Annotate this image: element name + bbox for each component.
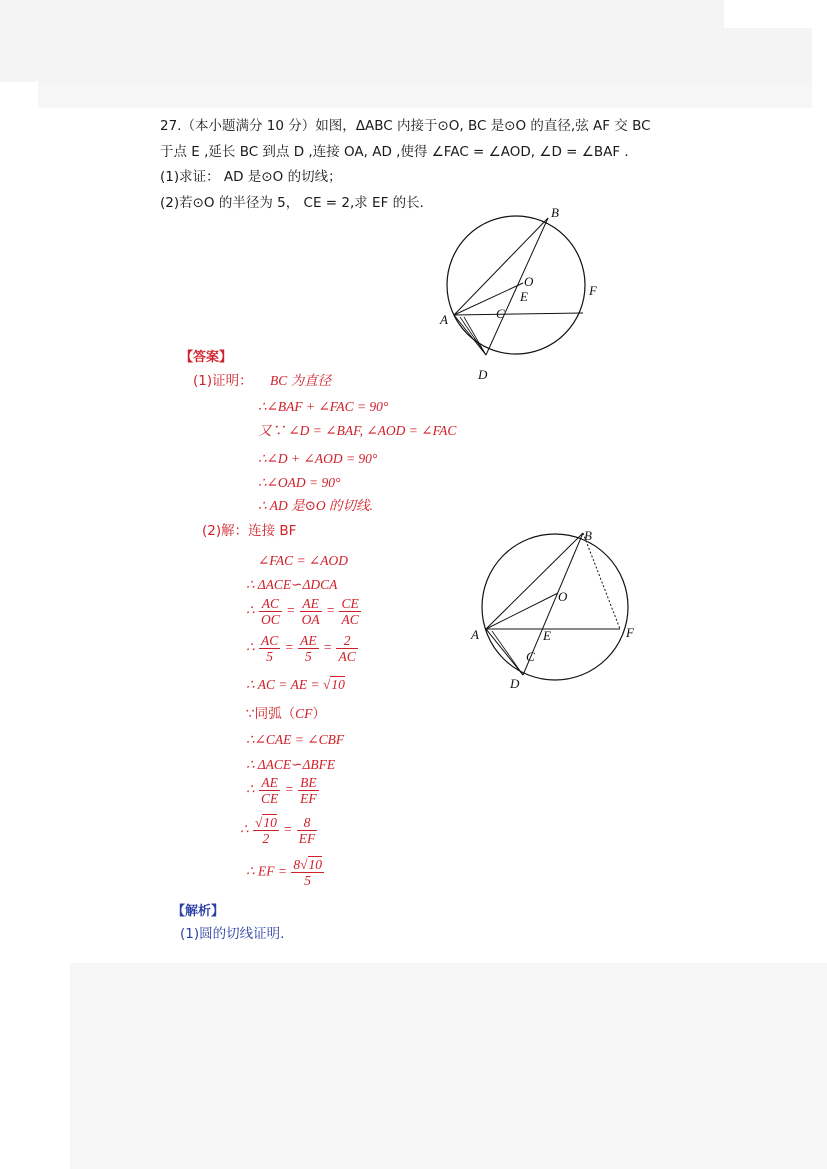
fig1-label-E: E: [520, 289, 528, 304]
fig2-label-O: O: [558, 589, 568, 604]
answer-part2-head: (2)解：连接 BF: [202, 523, 297, 539]
answer-s10: ∴ $\frac{√10}{2}$ = $\frac{8}{EF}$: [240, 815, 316, 846]
answer-s7: ∴∠CAE = ∠CBF: [246, 732, 345, 747]
scan-shade-top: [0, 0, 724, 28]
answer-step-3: ∴∠D + ∠AOD = 90°: [258, 451, 378, 466]
answer-tag: 【答案】: [180, 350, 233, 365]
analysis-text: (1)圆的切线证明.: [180, 926, 285, 942]
problem-line-2: 于点 E ,延长 BC 到点 D ,连接 OA, AD ,使得 ∠FAC = ∠AOD, ∠D = ∠BAF .: [160, 144, 629, 160]
figure-2-circle-diagram: [466, 525, 646, 695]
fig1-label-B: B: [551, 205, 559, 220]
answer-s3: ∴ $\frac{AC}{OC}$ = $\frac{AE}{OA}$ = $\frac{CE}{AC}$: [246, 596, 359, 627]
fig1-label-C: C: [496, 306, 505, 321]
answer-step-5: ∴ AD 是⊙O 的切线.: [258, 498, 373, 513]
fig2-label-D: D: [510, 676, 520, 691]
scan-shade-top2: [0, 28, 812, 82]
fig2-label-A: A: [471, 627, 479, 642]
fig1-label-D: D: [478, 367, 488, 382]
answer-s2: ∴ ΔACE∽ΔDCA: [246, 577, 338, 592]
answer-s5: ∴ AC = AE = √10: [246, 677, 345, 692]
answer-s11: ∴ EF = $\frac{8√10}{5}$: [246, 857, 322, 888]
fig1-label-O: O: [524, 274, 534, 289]
figure-1-circle-diagram: [420, 205, 600, 385]
problem-line-4: (2)若⊙O 的半径为 5， CE = 2,求 EF 的长.: [160, 195, 424, 211]
scan-shade-bottom: [70, 963, 827, 1169]
fig2-label-B: B: [584, 528, 592, 543]
analysis-tag: 【解析】: [172, 904, 225, 919]
answer-step-2: 又∵ ∠D = ∠BAF, ∠AOD = ∠FAC: [258, 423, 457, 438]
answer-s8: ∴ ΔACE∽ΔBFE: [246, 757, 336, 772]
answer-s1: ∠FAC = ∠AOD: [258, 553, 348, 568]
answer-part1-head: (1)证明：: [193, 373, 253, 389]
answer-s6: ∵同弧（CF）: [246, 706, 326, 722]
answer-part1-first: BC 为直径: [270, 373, 332, 388]
fig1-label-A: A: [440, 312, 448, 327]
fig2-label-C: C: [526, 649, 535, 664]
answer-step-4: ∴∠OAD = 90°: [258, 475, 341, 490]
answer-s4: ∴ $\frac{AC}{5}$ = $\frac{AE}{5}$ = $\frac{2}{AC}$: [246, 633, 356, 664]
scan-shade-top3: [38, 82, 812, 108]
fig2-label-E: E: [543, 628, 551, 643]
problem-line-3: (1)求证： AD 是⊙O 的切线；: [160, 169, 342, 185]
problem-line-1: 27.（本小题满分 10 分）如图，ΔABC 内接于⊙O, BC 是⊙O 的直径,弦 AF 交 BC: [160, 118, 651, 134]
answer-step-1: ∴∠BAF + ∠FAC = 90°: [258, 399, 389, 414]
answer-s9: ∴ $\frac{AE}{CE}$ = $\frac{BE}{EF}$: [246, 775, 317, 806]
fig2-label-F: F: [626, 625, 634, 640]
fig1-label-F: F: [589, 283, 597, 298]
